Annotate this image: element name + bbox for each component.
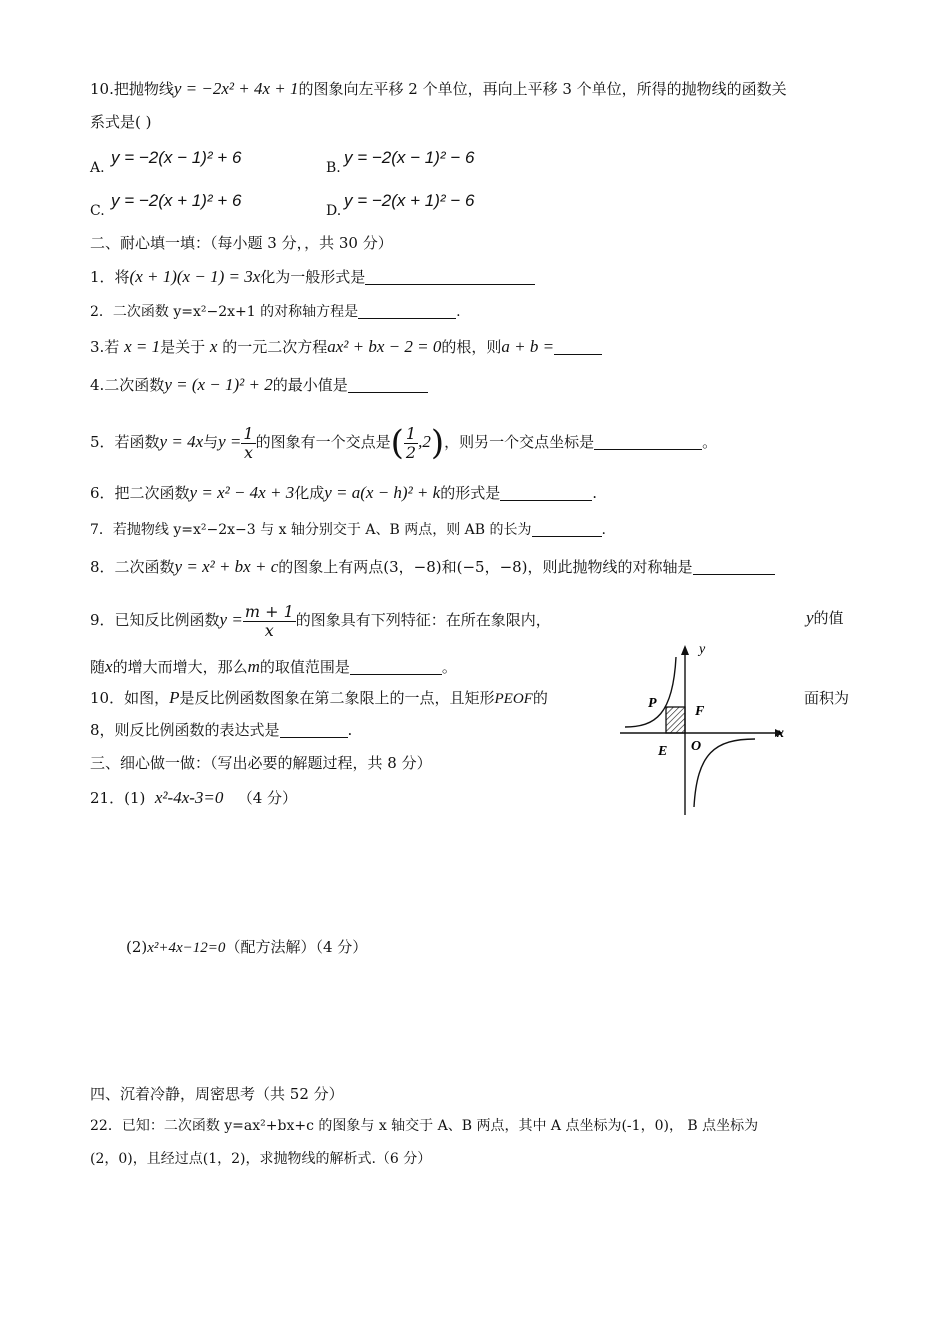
label-o: O bbox=[691, 739, 702, 754]
section4-title: 四、沉着冷静，周密思考（共 52 分） bbox=[90, 1085, 344, 1103]
option-b-label: B. bbox=[326, 160, 341, 176]
fill-q6: 6．把二次函数y = x² − 4x + 3化成y = a(x − h)² + k的形式是 . bbox=[90, 483, 597, 502]
fill-q10: 10．如图，P是反比例函数图象在第二象限上的一点，且矩形PEOF的 bbox=[90, 688, 548, 707]
fill-q3: 3.若 x = 1是关于 x 的一元二次方程ax² + bx − 2 = 0的根，则a + b = bbox=[90, 336, 602, 358]
answer-blank[interactable] bbox=[358, 302, 456, 319]
answer-blank[interactable] bbox=[594, 433, 702, 450]
label-p: P bbox=[648, 696, 657, 711]
label-e: E bbox=[658, 744, 668, 759]
q10-function: y = −2x² + 4x + 1 bbox=[173, 79, 299, 98]
fill-q2: 2．二次函数 y=x²−2x+1 的对称轴方程是 . bbox=[90, 304, 461, 320]
option-d-label: D. bbox=[326, 203, 342, 219]
solve-q21a: 21．(1) x²-4x-3=0 （4 分） bbox=[90, 788, 297, 807]
fill-q1: 1．将(x + 1)(x − 1) = 3x化为一般形式是 bbox=[90, 266, 535, 288]
fill-q9-line2: 随x的增大而增大，那么m的取值范围是 。 bbox=[90, 657, 457, 676]
q10-choice-stem-line2: 系式是( ) bbox=[90, 113, 152, 131]
q10-choice-stem: 10.把抛物线y = −2x² + 4x + 1的图象向左平移 2 个单位，再向上平移 3 个单位，所得的抛物线的函数关 bbox=[90, 79, 787, 98]
fill-q10-line2: 8，则反比例函数的表达式是 . bbox=[90, 721, 353, 739]
answer-blank[interactable] bbox=[532, 520, 602, 537]
label-f: F bbox=[695, 704, 705, 719]
option-a-label: A. bbox=[90, 160, 105, 176]
answer-blank[interactable] bbox=[554, 338, 602, 355]
answer-blank[interactable] bbox=[350, 658, 442, 675]
option-c-label: C. bbox=[90, 203, 105, 219]
label-x: x bbox=[777, 726, 784, 741]
answer-blank[interactable] bbox=[348, 376, 428, 393]
hyperbola-figure bbox=[615, 635, 800, 820]
fill-q4: 4.二次函数y = (x − 1)² + 2的最小值是 bbox=[90, 374, 428, 396]
solve-q21b: (2)x²+4x−12=0（配方法解）（4 分） bbox=[126, 938, 368, 956]
option-c-expr: y = −2(x + 1)² + 6 bbox=[111, 191, 242, 210]
answer-blank[interactable] bbox=[280, 721, 348, 738]
fill-q8: 8．二次函数y = x² + bx + c的图象上有两点(3，−8)和(−5，−8)，则此抛物线的对称轴是 bbox=[90, 556, 775, 578]
section3-title: 三、细心做一做：（写出必要的解题过程，共 8 分） bbox=[90, 754, 432, 772]
rectangle-peof bbox=[666, 707, 685, 733]
option-a-expr: y = −2(x − 1)² + 6 bbox=[111, 148, 242, 167]
answer-blank[interactable] bbox=[693, 558, 775, 575]
answer-blank[interactable] bbox=[500, 484, 592, 501]
y-axis-arrow-icon bbox=[681, 645, 689, 655]
answer-blank[interactable] bbox=[365, 268, 535, 285]
fill-q10-tail: 面积为 bbox=[804, 689, 850, 707]
section2-title: 二、耐心填一填：（每小题 3 分，，共 30 分） bbox=[90, 234, 393, 252]
fill-q9: 9．已知反比例函数y = $\frac{m + 1}{x}$ 的图象具有下列特征：在所在象限内， bbox=[90, 601, 551, 640]
option-d-expr: y = −2(x + 1)² − 6 bbox=[344, 191, 475, 210]
hyperbola-branch-q4 bbox=[694, 739, 755, 807]
fill-q9-tail: y的值 bbox=[806, 608, 844, 627]
fill-q5: 5．若函数y = 4x与y = $\frac{1}{x}$ 的图象有一个交点是( $\frac{1}{2}$ ,2)，则另一个交点坐标是 。 bbox=[90, 423, 718, 463]
q22-line1: 22．已知：二次函数 y=ax²+bx+c 的图象与 x 轴交于 A、B 两点，其中 A 点坐标为(-1，0)， B 点坐标为 bbox=[90, 1118, 759, 1134]
label-y: y bbox=[699, 642, 706, 657]
q22-line2: (2，0)，且经过点(1，2)，求抛物线的解析式.（6 分） bbox=[90, 1151, 432, 1167]
option-b-expr: y = −2(x − 1)² − 6 bbox=[344, 148, 475, 167]
fill-q7: 7．若抛物线 y=x²−2x−3 与 x 轴分别交于 A、B 两点，则 AB 的长为 . bbox=[90, 522, 606, 538]
